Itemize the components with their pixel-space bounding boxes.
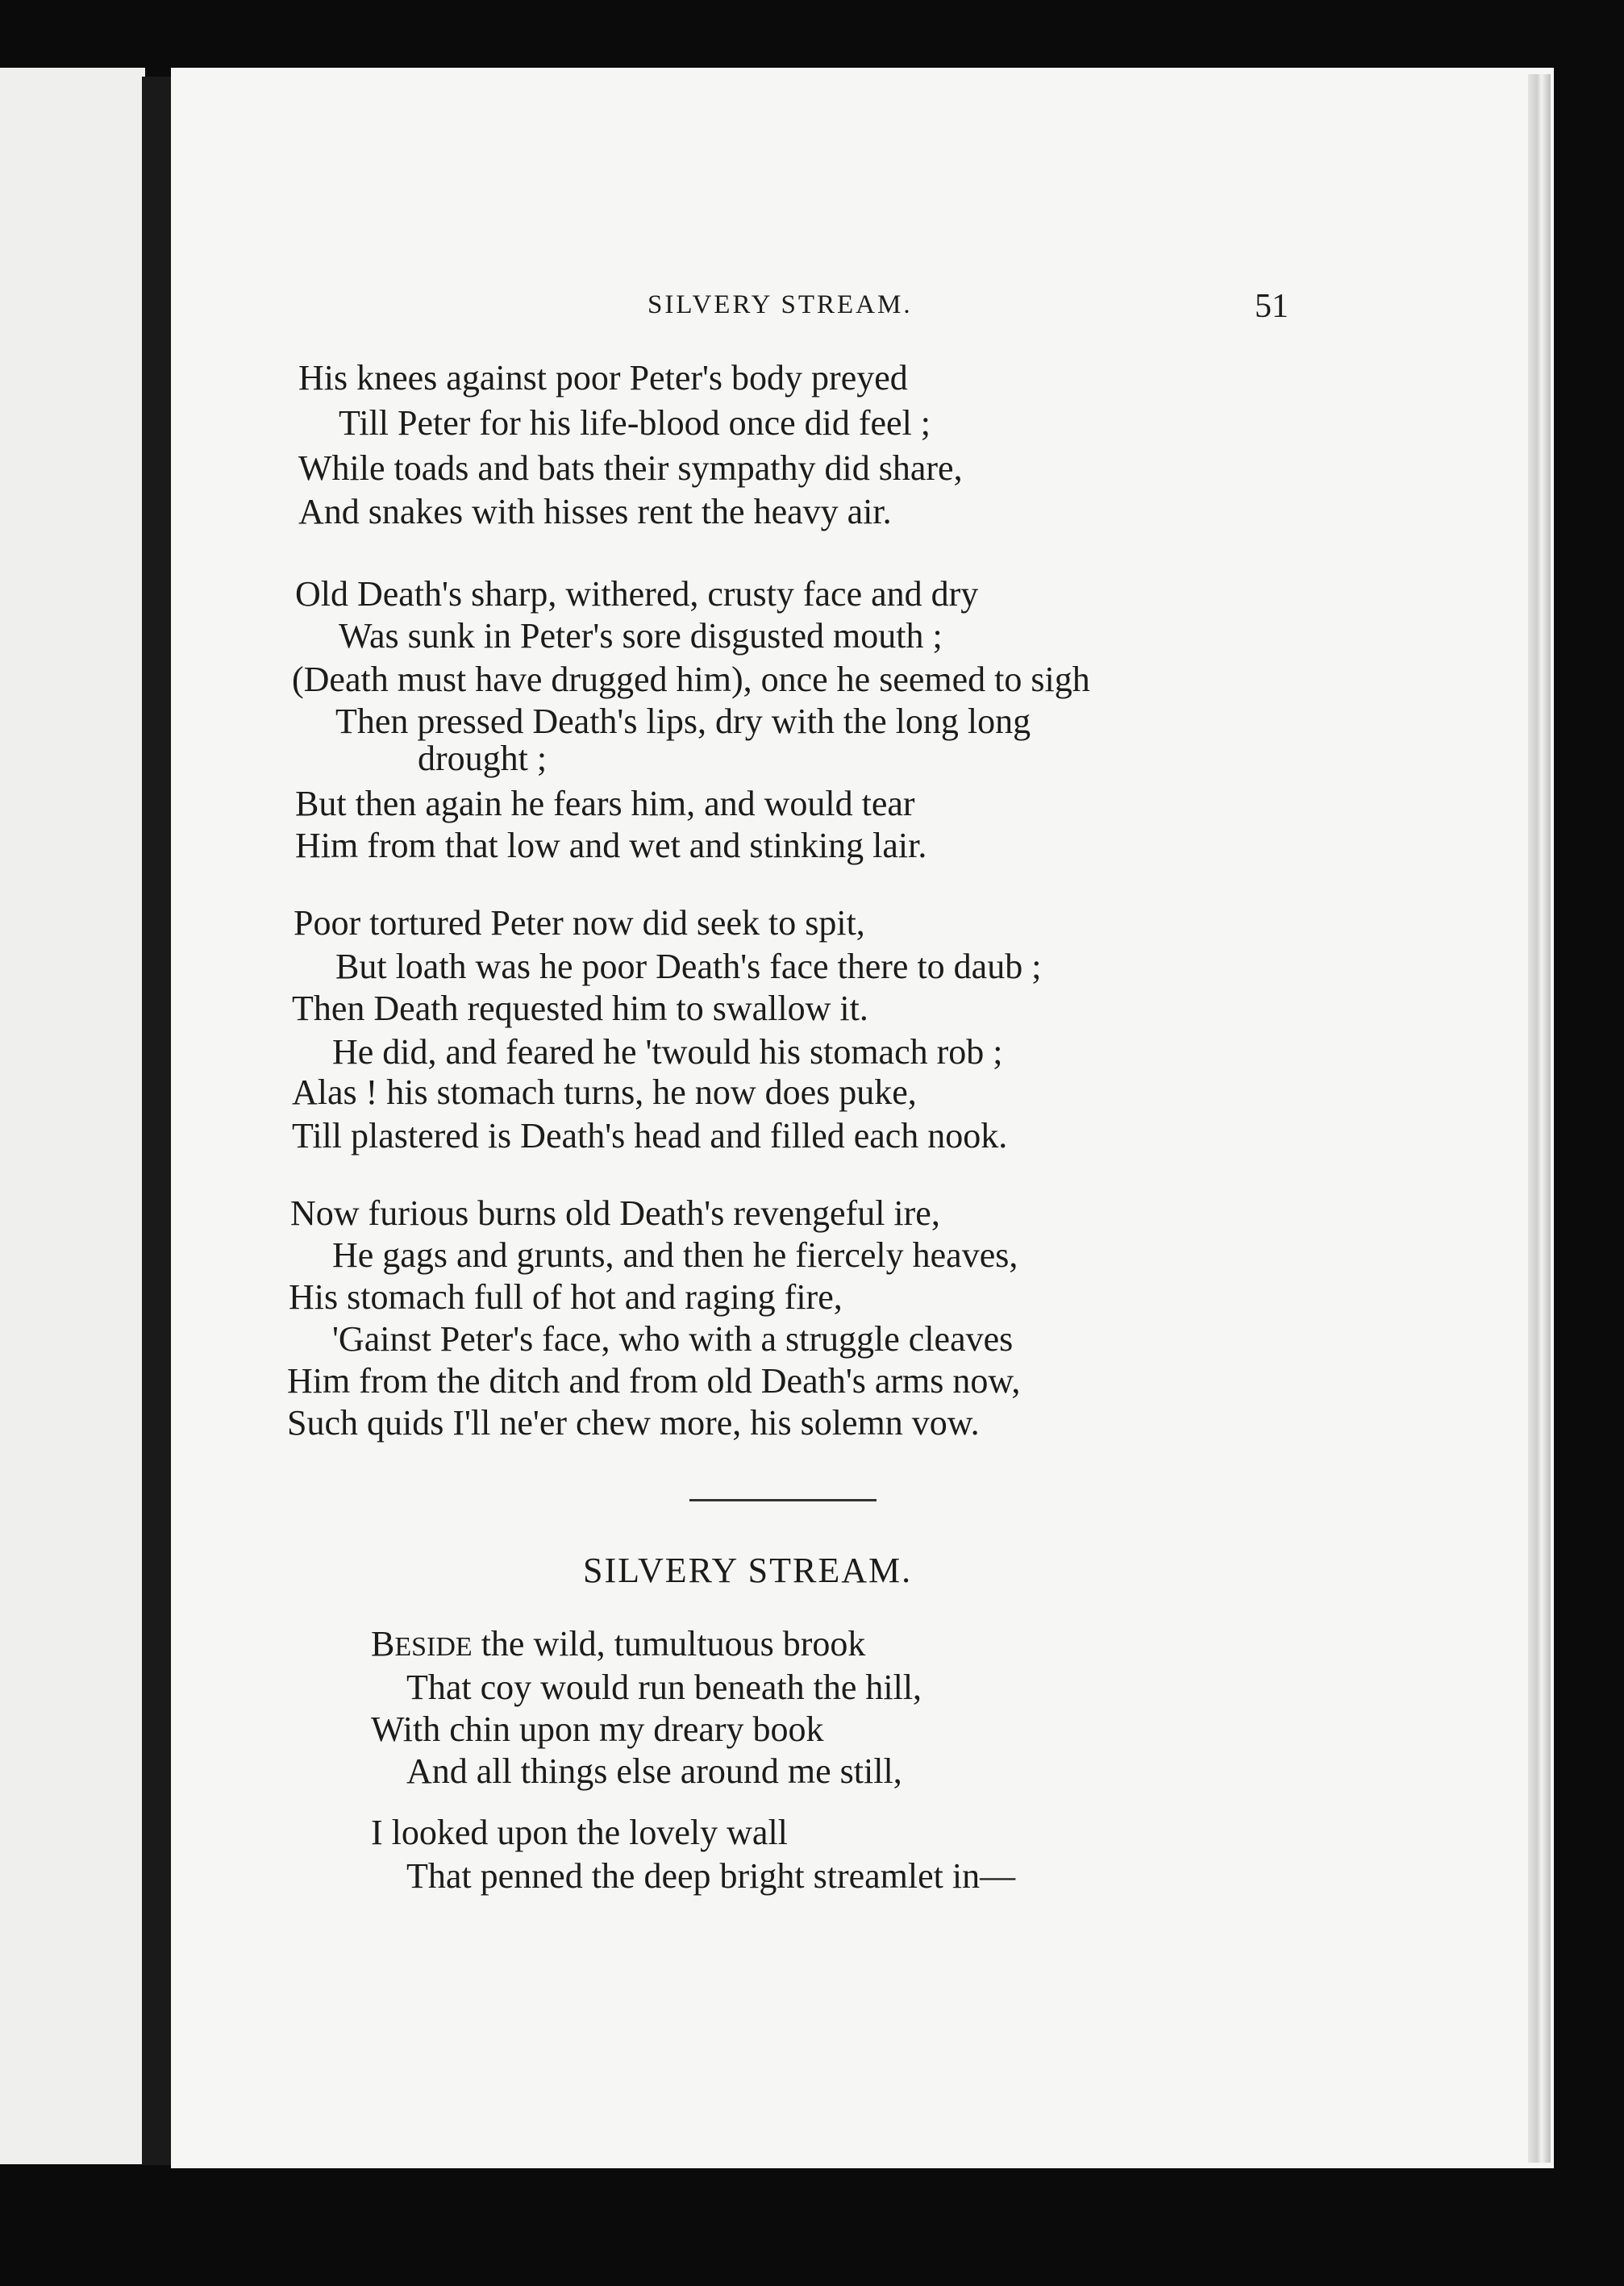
poem-line: But then again he fears him, and would tear bbox=[295, 784, 915, 823]
poem-line: Then pressed Death's lips, dry with the long long bbox=[335, 702, 1031, 741]
poem-line: Such quids I'll ne'er chew more, his solemn vow. bbox=[287, 1403, 980, 1443]
smallcaps-word: ESIDE bbox=[394, 1632, 473, 1662]
poem-line: He gags and grunts, and then he fiercely heaves, bbox=[332, 1235, 1018, 1275]
poem-line: His stomach full of hot and raging fire, bbox=[289, 1277, 843, 1317]
poem-line: And snakes with hisses rent the heavy air. bbox=[298, 492, 892, 531]
poem-line: 'Gainst Peter's face, who with a struggle cleaves bbox=[332, 1319, 1014, 1359]
page-number: 51 bbox=[1255, 288, 1289, 325]
poem-line: Then Death requested him to swallow it. bbox=[292, 989, 868, 1028]
poem-line: (Death must have drugged him), once he seemed to sigh bbox=[292, 660, 1090, 699]
poem-line: That penned the deep bright streamlet in— bbox=[406, 1856, 1016, 1896]
poem-line: Was sunk in Peter's sore disgusted mouth ; bbox=[339, 616, 943, 656]
poem-line: Till Peter for his life-blood once did feel ; bbox=[339, 403, 931, 443]
poem-line: His knees against poor Peter's body preyed bbox=[298, 358, 908, 398]
poem-line: While toads and bats their sympathy did share, bbox=[298, 448, 963, 488]
poem-first-line bbox=[371, 1624, 865, 1668]
page-edge bbox=[1528, 74, 1551, 2163]
book-spine bbox=[142, 77, 174, 2165]
poem-line: But loath was he poor Death's face there to daub ; bbox=[335, 947, 1042, 986]
poem-line: That coy would run beneath the hill, bbox=[406, 1668, 922, 1707]
poem-line: He did, and feared he 'twould his stomach rob ; bbox=[332, 1032, 1003, 1072]
section-separator bbox=[689, 1499, 877, 1501]
poem-line: Till plastered is Death's head and filled each nook. bbox=[292, 1116, 1008, 1155]
first-line-rest: the wild, tumultuous brook bbox=[472, 1624, 866, 1663]
poem-title: SILVERY STREAM. bbox=[583, 1551, 913, 1590]
facing-page-edge bbox=[0, 68, 145, 2164]
poem-line: With chin upon my dreary book bbox=[371, 1709, 824, 1749]
poem-line: drought ; bbox=[418, 739, 548, 778]
poem-line: Him from that low and wet and stinking lair. bbox=[295, 826, 927, 865]
running-head: SILVERY STREAM. bbox=[648, 290, 913, 319]
poem-line: Alas ! his stomach turns, he now does puke, bbox=[292, 1072, 917, 1112]
poem-line: Him from the ditch and from old Death's arms now, bbox=[287, 1361, 1021, 1401]
poem-line: Poor tortured Peter now did seek to spit, bbox=[294, 903, 865, 943]
poem-line: I looked upon the lovely wall bbox=[371, 1813, 788, 1852]
dropcap-letter: B bbox=[371, 1624, 395, 1663]
poem-line: Now furious burns old Death's revengeful ire, bbox=[290, 1193, 940, 1233]
poem-line: Old Death's sharp, withered, crusty face and dry bbox=[295, 574, 979, 614]
poem-line: And all things else around me still, bbox=[406, 1751, 902, 1791]
